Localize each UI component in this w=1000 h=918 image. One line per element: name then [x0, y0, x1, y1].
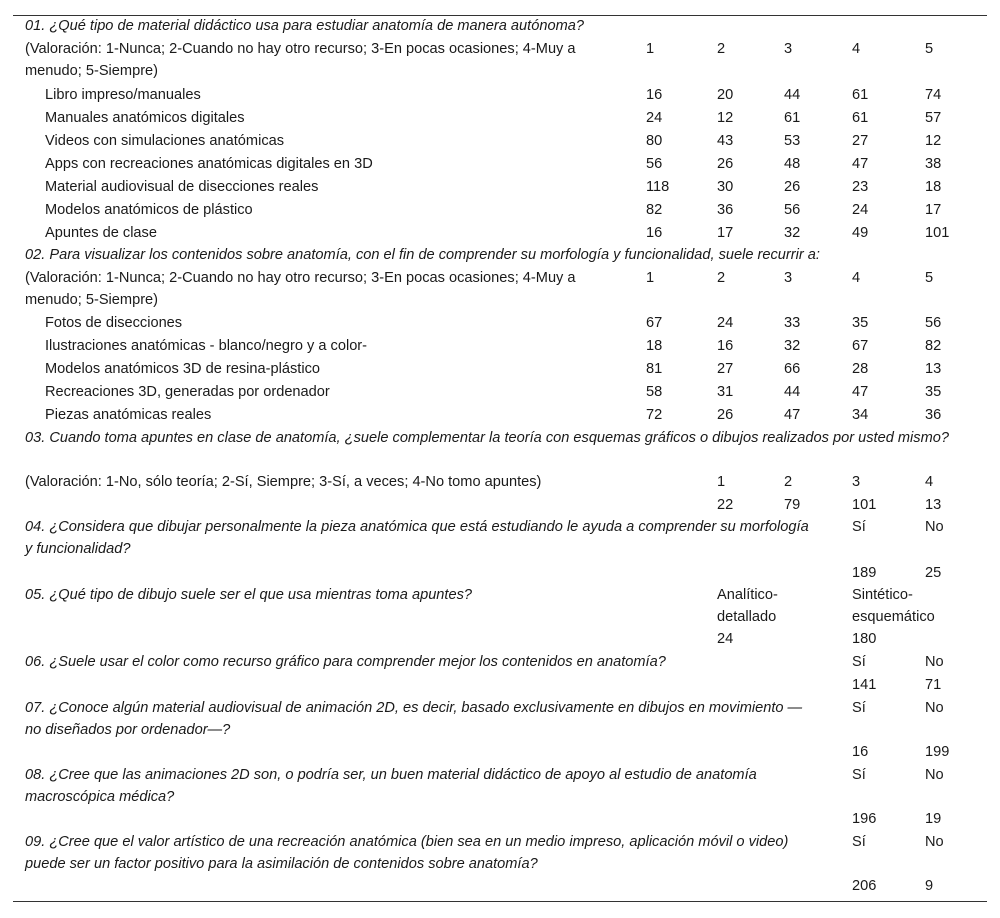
q3-col-header: 3 — [852, 474, 861, 490]
q7-value: 16 — [852, 744, 869, 760]
q1-row-label: Material audiovisual de disecciones reales — [45, 179, 319, 195]
q1-row-value: 61 — [784, 110, 801, 126]
q7-col-header: No — [925, 700, 944, 716]
q1-col-header: 1 — [646, 41, 655, 57]
q1-row-label: Modelos anatómicos de plástico — [45, 202, 253, 218]
q1-row-value: 47 — [852, 156, 869, 172]
q1-row-label: Apuntes de clase — [45, 225, 157, 241]
q1-row-value: 24 — [646, 110, 663, 126]
q2-row-label: Recreaciones 3D, generadas por ordenador — [45, 384, 330, 400]
q6-value: 71 — [925, 677, 942, 693]
q4-title: 04. ¿Considera que dibujar personalmente la pieza anatómica que está estudiando le ayuda a comprender su morfología y funcionalidad? — [25, 519, 809, 557]
q4-value: 189 — [852, 565, 877, 581]
q4-col-header: No — [925, 519, 944, 535]
q5-value: 24 — [717, 631, 734, 647]
q1-row-label: Videos con simulaciones anatómicas — [45, 133, 285, 149]
q1-title: 01. ¿Qué tipo de material didáctico usa para estudiar anatomía de manera autónoma? — [25, 18, 584, 34]
q1-col-header: 2 — [717, 41, 726, 57]
q1-row-value: 44 — [784, 87, 801, 103]
q2-row-label: Ilustraciones anatómicas - blanco/negro y a color- — [45, 338, 368, 354]
q1-row-value: 18 — [925, 179, 942, 195]
q5-title: 05. ¿Qué tipo de dibujo suele ser el que usa mientras toma apuntes? — [25, 587, 473, 603]
q1-row-value: 61 — [852, 87, 869, 103]
q2-row-value: 16 — [717, 338, 734, 354]
q2-row-value: 35 — [925, 384, 942, 400]
q1-row-value: 49 — [852, 225, 869, 241]
q1-row-value: 16 — [646, 87, 663, 103]
q7-col-header: Sí — [852, 700, 866, 716]
q1-row-value: 56 — [784, 202, 801, 218]
q1-row-value: 24 — [852, 202, 869, 218]
q3-value: 22 — [717, 497, 734, 513]
q1-row-value: 16 — [646, 225, 663, 241]
q2-row-value: 81 — [646, 361, 663, 377]
q6-title: 06. ¿Suele usar el color como recurso gráfico para comprender mejor los contenidos en anatomía? — [25, 654, 666, 670]
q2-row-value: 13 — [925, 361, 942, 377]
q2-row-value: 28 — [852, 361, 869, 377]
q6-col-header: No — [925, 654, 944, 670]
q1-row-value: 26 — [784, 179, 801, 195]
q1-row-value: 80 — [646, 133, 663, 149]
q2-col-header: 4 — [852, 270, 861, 286]
q3-scale: (Valoración: 1-No, sólo teoría; 2-Sí, Siempre; 3-Sí, a veces; 4-No tomo apuntes) — [25, 474, 542, 490]
q2-row-value: 67 — [852, 338, 869, 354]
q9-value: 206 — [852, 878, 877, 894]
q1-row-value: 23 — [852, 179, 869, 195]
q1-row-value: 48 — [784, 156, 801, 172]
q2-row-value: 27 — [717, 361, 734, 377]
q1-row-value: 27 — [852, 133, 869, 149]
q2-row-value: 31 — [717, 384, 734, 400]
q8-value: 196 — [852, 811, 877, 827]
q1-row-label: Manuales anatómicos digitales — [45, 110, 245, 126]
q2-row-value: 82 — [925, 338, 942, 354]
q1-row-value: 38 — [925, 156, 942, 172]
q4-col-header: Sí — [852, 519, 866, 535]
q2-row-label: Modelos anatómicos 3D de resina-plástico — [45, 361, 320, 377]
q9-title: 09. ¿Cree que el valor artístico de una recreación anatómica (bien sea en un medio impreso, aplicación móvil o video) puede ser un factor positivo para la asimilación de contenidos sobre anatomía? — [25, 834, 789, 872]
q2-row-value: 67 — [646, 315, 663, 331]
q2-row-value: 36 — [925, 407, 942, 423]
q8-col-header: No — [925, 767, 944, 783]
q2-row-value: 24 — [717, 315, 734, 331]
q2-col-header: 1 — [646, 270, 655, 286]
q9-col-header: Sí — [852, 834, 866, 850]
q9-value: 9 — [925, 878, 934, 894]
q2-row-value: 72 — [646, 407, 663, 423]
q3-col-header: 1 — [717, 474, 726, 490]
q2-row-value: 58 — [646, 384, 663, 400]
q1-row-value: 53 — [784, 133, 801, 149]
q5-value: 180 — [852, 631, 877, 647]
q1-row-value: 17 — [925, 202, 942, 218]
q1-row-value: 30 — [717, 179, 734, 195]
q9-col-header: No — [925, 834, 944, 850]
q1-col-header: 3 — [784, 41, 793, 57]
q1-row-value: 118 — [646, 179, 670, 195]
q1-col-header: 5 — [925, 41, 934, 57]
q1-row-value: 12 — [925, 133, 942, 149]
q2-title: 02. Para visualizar los contenidos sobre anatomía, con el fin de comprender su morfología y funcionalidad, suele recurrir a: — [25, 247, 820, 263]
q2-row-value: 26 — [717, 407, 734, 423]
q1-row-value: 26 — [717, 156, 734, 172]
q2-row-value: 33 — [784, 315, 801, 331]
q2-col-header: 3 — [784, 270, 793, 286]
q2-row-value: 34 — [852, 407, 869, 423]
q7-value: 199 — [925, 744, 950, 760]
q1-row-value: 17 — [717, 225, 734, 241]
q5-col-header: Analítico-detallado — [717, 587, 778, 625]
q1-row-value: 57 — [925, 110, 942, 126]
q1-scale: (Valoración: 1-Nunca; 2-Cuando no hay otro recurso; 3-En pocas ocasiones; 4-Muy a menudo; 5-Siempre) — [25, 41, 576, 79]
q1-row-value: 74 — [925, 87, 942, 103]
q3-value: 13 — [925, 497, 942, 513]
q3-title: 03. Cuando toma apuntes en clase de anatomía, ¿suele complementar la teoría con esquemas gráficos o dibujos realizados por usted mismo? — [25, 430, 949, 446]
q4-value: 25 — [925, 565, 942, 581]
q1-row-label: Apps con recreaciones anatómicas digitales en 3D — [45, 156, 373, 172]
q3-value: 101 — [852, 497, 877, 513]
q1-row-value: 82 — [646, 202, 663, 218]
q1-col-header: 4 — [852, 41, 861, 57]
q6-value: 141 — [852, 677, 877, 693]
q2-scale: (Valoración: 1-Nunca; 2-Cuando no hay otro recurso; 3-En pocas ocasiones; 4-Muy a menudo; 5-Siempre) — [25, 270, 576, 308]
q2-row-label: Piezas anatómicas reales — [45, 407, 212, 423]
q2-col-header: 5 — [925, 270, 934, 286]
q2-row-value: 47 — [784, 407, 801, 423]
q3-col-header: 4 — [925, 474, 934, 490]
q1-row-value: 32 — [784, 225, 801, 241]
q1-row-label: Libro impreso/manuales — [45, 87, 201, 103]
q2-row-value: 44 — [784, 384, 801, 400]
q2-row-label: Fotos de disecciones — [45, 315, 183, 331]
q1-row-value: 101 — [925, 225, 950, 241]
q6-col-header: Sí — [852, 654, 866, 670]
q2-row-value: 66 — [784, 361, 801, 377]
q3-col-header: 2 — [784, 474, 793, 490]
q1-row-value: 36 — [717, 202, 734, 218]
q2-col-header: 2 — [717, 270, 726, 286]
q1-row-value: 12 — [717, 110, 734, 126]
q2-row-value: 47 — [852, 384, 869, 400]
q8-title: 08. ¿Cree que las animaciones 2D son, o podría ser, un buen material didáctico de apoyo al estudio de anatomía macroscópica médica? — [25, 767, 757, 805]
q2-row-value: 56 — [925, 315, 942, 331]
q8-value: 19 — [925, 811, 942, 827]
q8-col-header: Sí — [852, 767, 866, 783]
q2-row-value: 35 — [852, 315, 869, 331]
q2-row-value: 18 — [646, 338, 663, 354]
q1-row-value: 20 — [717, 87, 734, 103]
q1-row-value: 43 — [717, 133, 734, 149]
q5-col-header: Sintético-esquemático — [852, 587, 935, 625]
q3-value: 79 — [784, 497, 801, 513]
q1-row-value: 61 — [852, 110, 869, 126]
q2-row-value: 32 — [784, 338, 801, 354]
bottom-rule — [13, 901, 987, 902]
q7-title: 07. ¿Conoce algún material audiovisual de animación 2D, es decir, basado exclusivamente en dibujos en movimiento —no diseñados por ordenador—? — [25, 700, 803, 738]
q1-row-value: 56 — [646, 156, 663, 172]
